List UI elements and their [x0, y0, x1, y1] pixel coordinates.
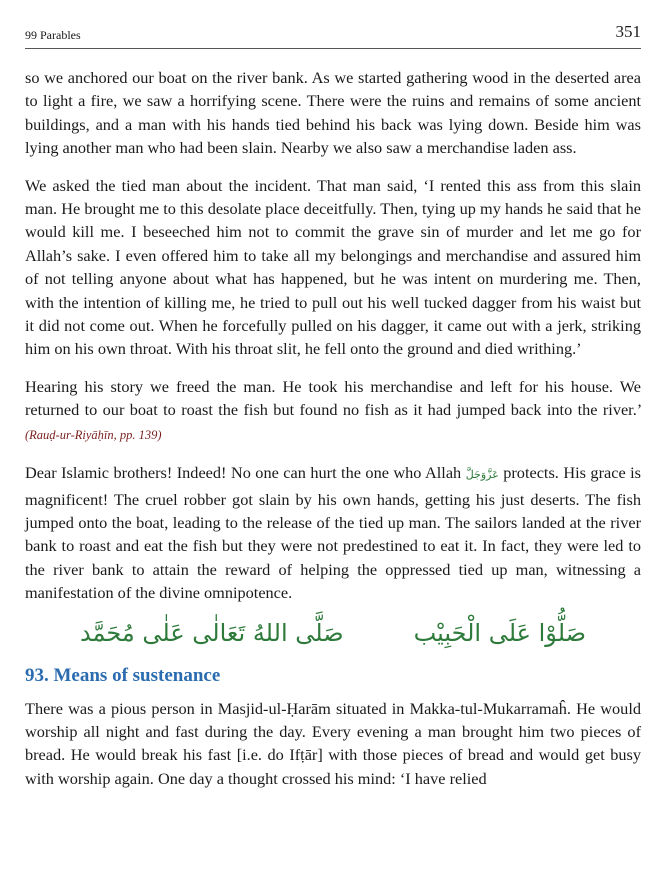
paragraph-3 [25, 375, 641, 447]
citation: (Rauḍ-ur-Riyāḥīn, pp. 139) [25, 427, 162, 442]
paragraph-4-text-end: protects. His grace is magnificent! The cruel robber got slain by his own hands, getting his just deserts. The fish jumped onto the boat, leading to the release of the tied up man. The sailors landed at the river bank to roast and eat the fish but they were not predestined to eat it. In fact, they were led to the river bank to attain the reward of helping the oppressed tied up man, witnessing a manifestation of the divine omnipotence. [25, 463, 641, 603]
paragraph-4-text-start: Dear Islamic brothers! Indeed! No one can hurt the one who Allah [25, 463, 462, 483]
book-title: 99 Parables [25, 28, 81, 42]
honorific-text: عَزَّوَجَلَّ [465, 469, 499, 482]
page-body [25, 66, 641, 804]
paragraph-1: so we anchored our boat on the river bank. As we started gathering wood in the deserted area to light a fire, we saw a horrifying scene. There were the ruins and remains of some ancient buildings, and a man with his hands tied behind his back was lying down. Beside him was lying another man who had been slain. Nearby we also saw a merchandise laden ass. [25, 68, 641, 158]
salawat-left: صَلُّوْا عَلَى الْحَبِيْب [413, 618, 587, 647]
paragraph-4 [25, 461, 641, 604]
paragraph-3-text: Hearing his story we freed the man. He took his merchandise and left for his house. We returned to our boat to roast the fish but found no fish as it had jumped back into the river.’ [25, 376, 641, 420]
salawat-right: صَلَّى اللهُ تَعَالٰى عَلٰى مُحَمَّد [79, 618, 344, 647]
page-number: 351 [615, 22, 641, 41]
section-heading: 93. Means of sustenance [25, 664, 221, 686]
paragraph-5: There was a pious person in Masjid-ul-Ḥarām situated in Makka-tul-Mukarramaĥ. He would worship all night and fast during the day. Every evening a man brought him two pieces of bread. He would break his fast [i.e. do Ifṭār] with those pieces of bread and would get busy with worship again. One day a thought crossed his mind: ‘I have relied [25, 698, 641, 788]
salawat-line [25, 619, 641, 647]
page-header [25, 22, 641, 49]
paragraph-2: We asked the tied man about the incident. That man said, ‘I rented this ass from this slain man. He brought me to this desolate place deceitfully. Then, tying up my hands he said that he would kill me. I beseeched him not to commit the grave sin of murder and let me go for Allah’s sake. I even offered him to take all my belongings and merchandise and assured him of not telling anyone about what has happened, but he was intent on murdering me. Then, with the intention of killing me, he tried to pull out his well tucked dagger from his waist but it did not come out. When he forcefully pulled on his dagger, it came out with a jerk, striking him on his own throat. With his throat slit, he fell onto the ground and died writhing.’ [25, 175, 641, 359]
